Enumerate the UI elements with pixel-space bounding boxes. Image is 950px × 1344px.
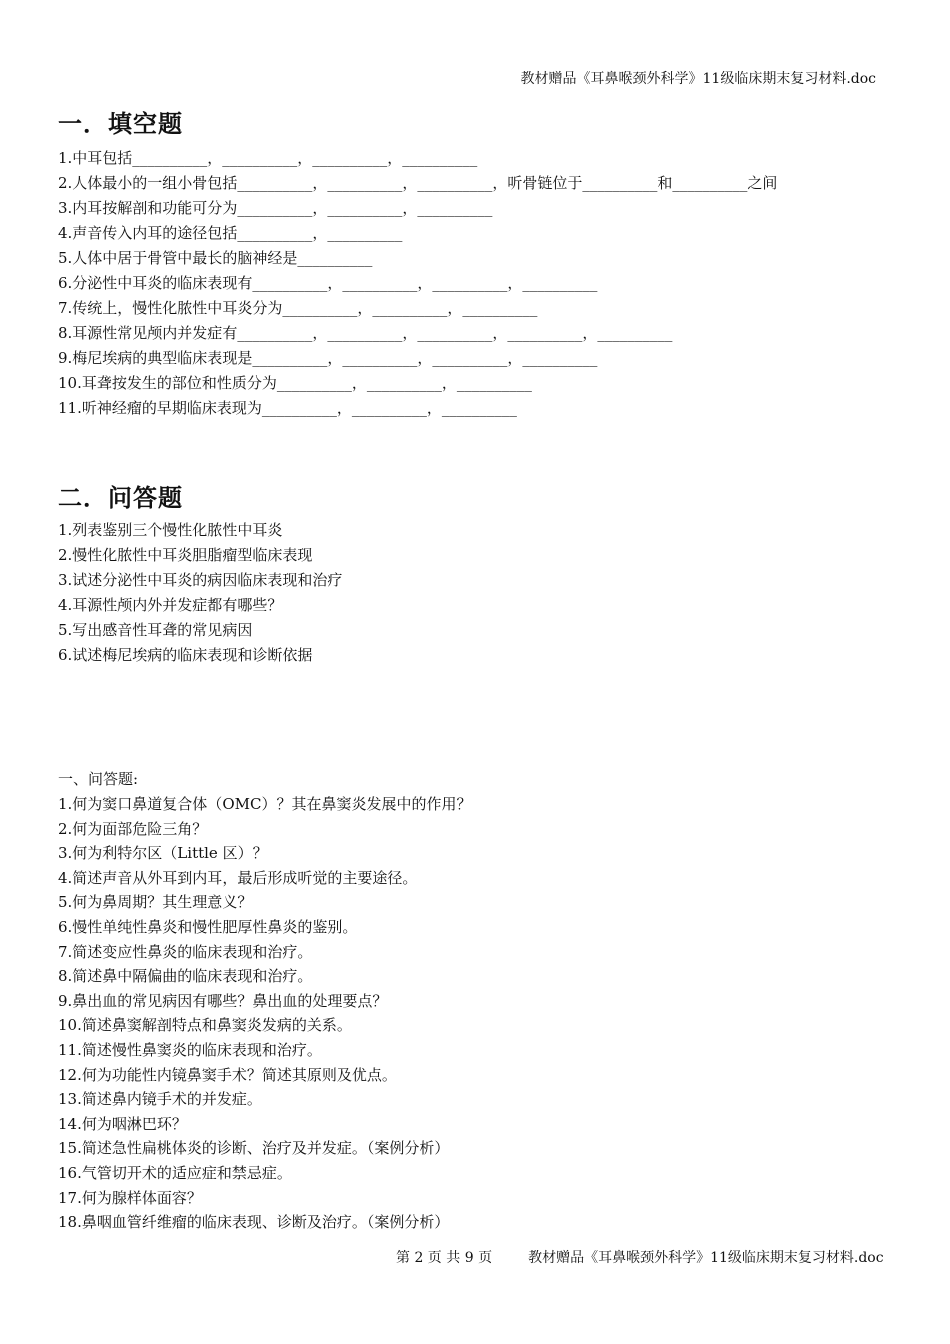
fill-blank-item: 4.声音传入内耳的途径包括__________，__________ (58, 224, 403, 242)
qa-item: 6.试述梅尼埃病的临床表现和诊断依据 (58, 646, 313, 664)
fill-blank-item: 9.梅尼埃病的典型临床表现是__________，__________，__________，__________ (58, 349, 598, 367)
nose-throat-qa-list (58, 792, 888, 1235)
qa-item: 3.何为利特尔区（Little 区）？ (58, 844, 268, 863)
page-number: 第 2 页 共 9 页 (396, 1250, 493, 1266)
qa-item: 6.慢性单纯性鼻炎和慢性肥厚性鼻炎的鉴别。 (58, 917, 358, 936)
qa-item: 15.简述急性扁桃体炎的诊断、治疗及并发症。（案例分析） (58, 1139, 450, 1158)
qa-item: 16.气管切开术的适应症和禁忌症。 (58, 1163, 292, 1182)
fill-blank-item: 6.分泌性中耳炎的临床表现有__________，__________，__________，__________ (58, 274, 598, 292)
fill-blank-item: 7.传统上，慢性化脓性中耳炎分为__________，__________，__________ (58, 299, 538, 317)
qa-item: 5.何为鼻周期？其生理意义？ (58, 893, 253, 912)
qa-subheading: 一、问答题: (58, 770, 139, 788)
qa-item: 17.何为腺样体面容？ (58, 1188, 202, 1207)
fill-blank-item: 1.中耳包括__________，__________，__________，__________ (58, 149, 478, 167)
qa-item: 1.列表鉴别三个慢性化脓性中耳炎 (58, 521, 283, 539)
fill-blank-item: 3.内耳按解剖和功能可分为__________，__________，__________ (58, 199, 493, 217)
qa-item: 3.试述分泌性中耳炎的病因临床表现和治疗 (58, 571, 343, 589)
qa-item: 12.何为功能性内镜鼻窦手术？简述其原则及优点。 (58, 1065, 397, 1084)
qa-item: 13.简述鼻内镜手术的并发症。 (58, 1090, 262, 1109)
fill-blank-item: 2.人体最小的一组小骨包括__________，__________，__________，听骨链位于__________和__________之间 (58, 174, 778, 192)
qa-item: 2.何为面部危险三角？ (58, 819, 208, 838)
qa-item: 9.鼻出血的常见病因有哪些？鼻出血的处理要点？ (58, 991, 388, 1010)
qa-item: 2.慢性化脓性中耳炎胆脂瘤型临床表现 (58, 546, 313, 564)
qa-item: 4.简述声音从外耳到内耳，最后形成听觉的主要途径。 (58, 868, 418, 887)
fill-blank-item: 8.耳源性常见颅内并发症有__________，__________，__________，__________，__________ (58, 324, 673, 342)
qa-item: 18.鼻咽血管纤维瘤的临床表现、诊断及治疗。（案例分析） (58, 1213, 450, 1232)
qa-item: 14.何为咽淋巴环？ (58, 1114, 187, 1133)
fill-blank-item: 5.人体中居于骨管中最长的脑神经是__________ (58, 249, 373, 267)
section-title-qa: 二．问答题 (58, 484, 183, 512)
qa-list (58, 518, 888, 668)
page-header: 教材赠品《耳鼻喉颈外科学》11级临床期末复习材料.doc (520, 71, 876, 87)
fill-blank-item: 11.听神经瘤的早期临床表现为__________，__________，__________ (58, 399, 517, 417)
fill-blank-list (58, 146, 888, 421)
qa-item: 7.简述变应性鼻炎的临床表现和治疗。 (58, 942, 313, 961)
qa-item: 1.何为窦口鼻道复合体（OMC）？其在鼻窦炎发展中的作用？ (58, 795, 472, 813)
qa-item: 10.简述鼻窦解剖特点和鼻窦炎发病的关系。 (58, 1016, 352, 1035)
qa-item: 4.耳源性颅内外并发症都有哪些？ (58, 596, 283, 614)
qa-item: 8.简述鼻中隔偏曲的临床表现和治疗。 (58, 967, 313, 986)
section-title-fill-blank: 一．填空题 (58, 110, 183, 138)
page-footer (396, 1247, 884, 1267)
footer-filename: 教材赠品《耳鼻喉颈外科学》11级临床期末复习材料.doc (528, 1250, 884, 1266)
fill-blank-item: 10.耳聋按发生的部位和性质分为__________，__________，__________ (58, 374, 532, 392)
qa-item: 5.写出感音性耳聋的常见病因 (58, 621, 253, 639)
qa-item: 11.简述慢性鼻窦炎的临床表现和治疗。 (58, 1040, 322, 1059)
